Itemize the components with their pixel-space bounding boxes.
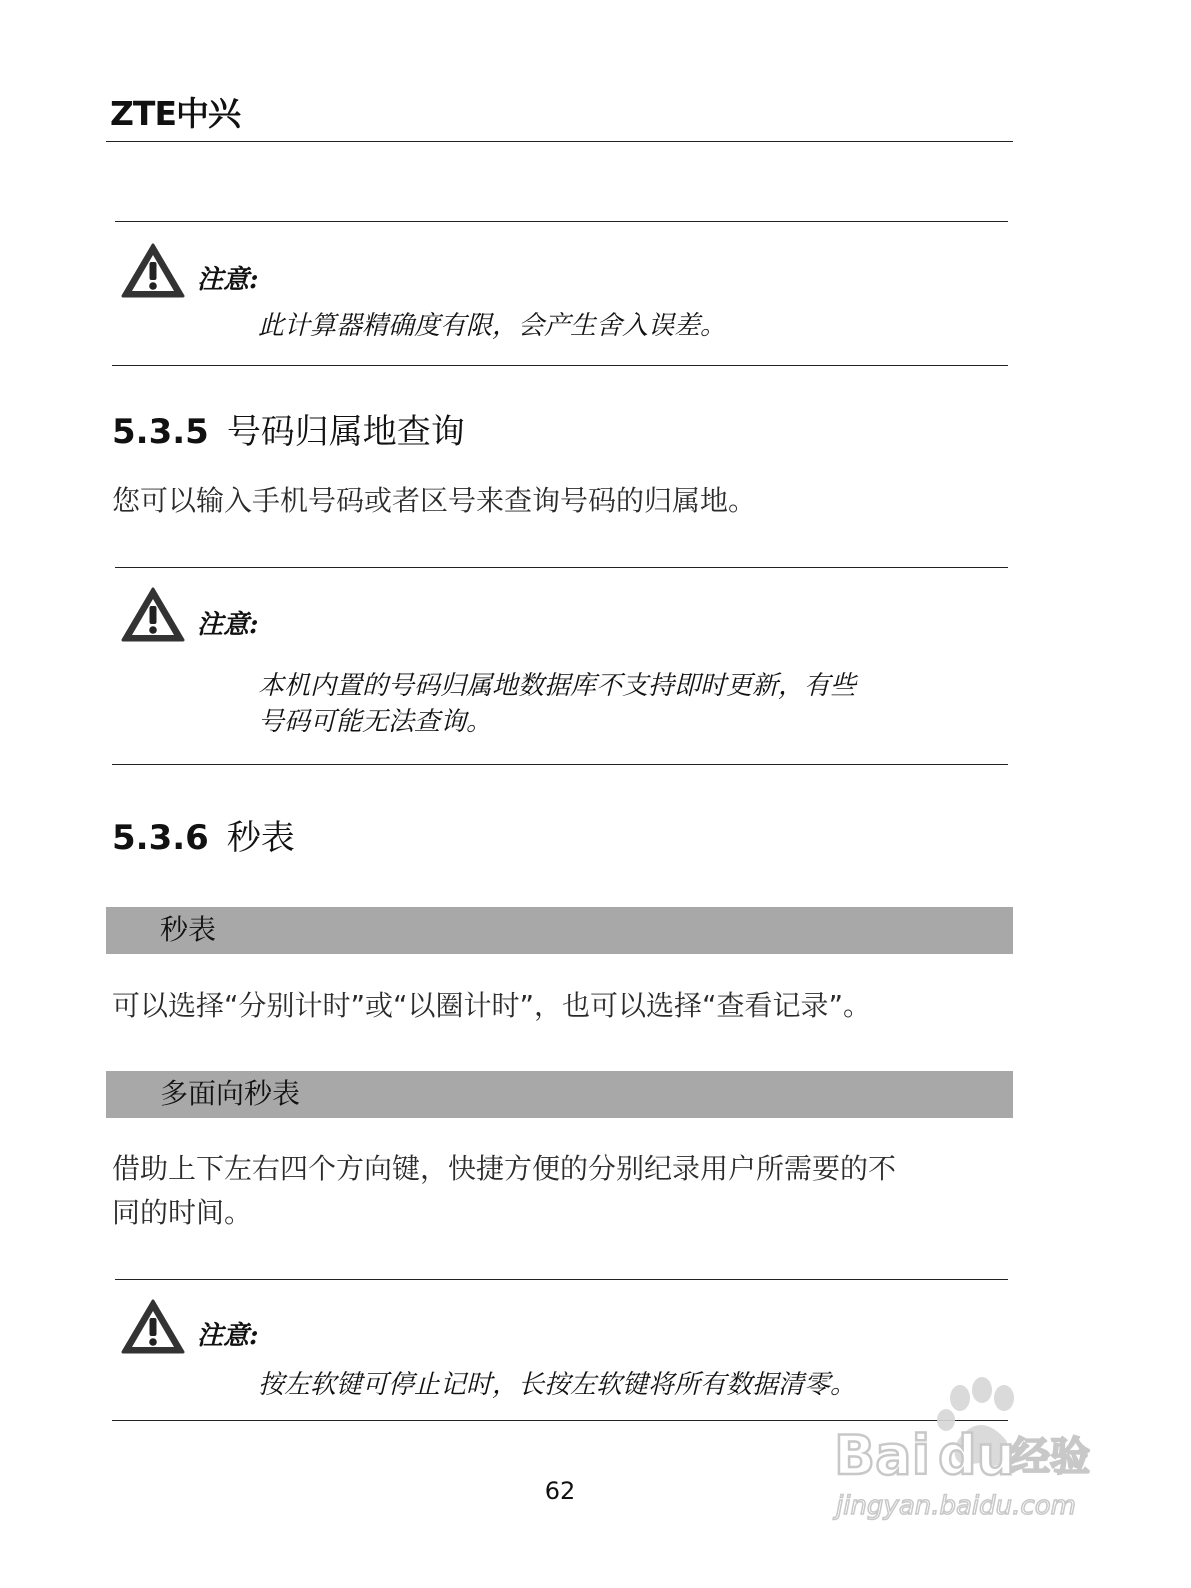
subsection-heading-bar (106, 1071, 1013, 1118)
warning-triangle-icon (121, 586, 185, 644)
note-label: 注意: (197, 1321, 259, 1351)
note-label: 注意: (197, 265, 259, 295)
note-text-line: 号码可能无法查询。 (258, 707, 493, 737)
note-top-rule (115, 567, 1008, 568)
svg-text:Bai: Bai (834, 1424, 931, 1487)
section-number: 5.3.5 (112, 412, 209, 452)
subsection-heading-bar (106, 907, 1013, 954)
subsection-paragraph-line: 借助上下左右四个方向键，快捷方便的分别纪录用户所需要的不 (112, 1152, 897, 1185)
note-bottom-rule (112, 764, 1008, 765)
note-top-rule (115, 1279, 1008, 1280)
note-text: 按左软键可停止记时，长按左软键将所有数据清零。 (258, 1370, 857, 1400)
subsection-paragraph-line: 同的时间。 (112, 1196, 253, 1229)
section-title: 秒表 (226, 818, 295, 858)
section-title: 号码归属地查询 (226, 412, 465, 452)
subsection-paragraph: 可以选择“分别计时”或“以圈计时”，也可以选择“查看记录”。 (112, 989, 872, 1022)
header-rule (106, 141, 1013, 142)
section-paragraph: 您可以输入手机号码或者区号来查询号码的归属地。 (112, 484, 757, 517)
svg-text:du: du (938, 1424, 1016, 1487)
note-label: 注意: (197, 610, 259, 640)
baidu-jingyan-watermark (830, 1370, 1110, 1530)
svg-text:经验: 经验 (1010, 1434, 1090, 1480)
page-number: 62 (544, 1477, 576, 1505)
subsection-heading: 秒表 (160, 913, 217, 946)
warning-triangle-icon (121, 1298, 185, 1356)
note-text-line: 本机内置的号码归属地数据库不支持即时更新，有些 (258, 671, 857, 701)
brand-logo: ZTE中兴 (110, 94, 240, 133)
section-number: 5.3.6 (112, 818, 209, 858)
svg-text:jingyan.baidu.com: jingyan.baidu.com (836, 1491, 1076, 1521)
note-text: 此计算器精确度有限，会产生舍入误差。 (258, 311, 727, 341)
note-bottom-rule (112, 365, 1008, 366)
section-heading (112, 818, 295, 858)
warning-triangle-icon (121, 242, 185, 300)
subsection-heading: 多面向秒表 (160, 1077, 301, 1110)
note-top-rule (115, 221, 1008, 222)
section-heading (112, 412, 465, 452)
